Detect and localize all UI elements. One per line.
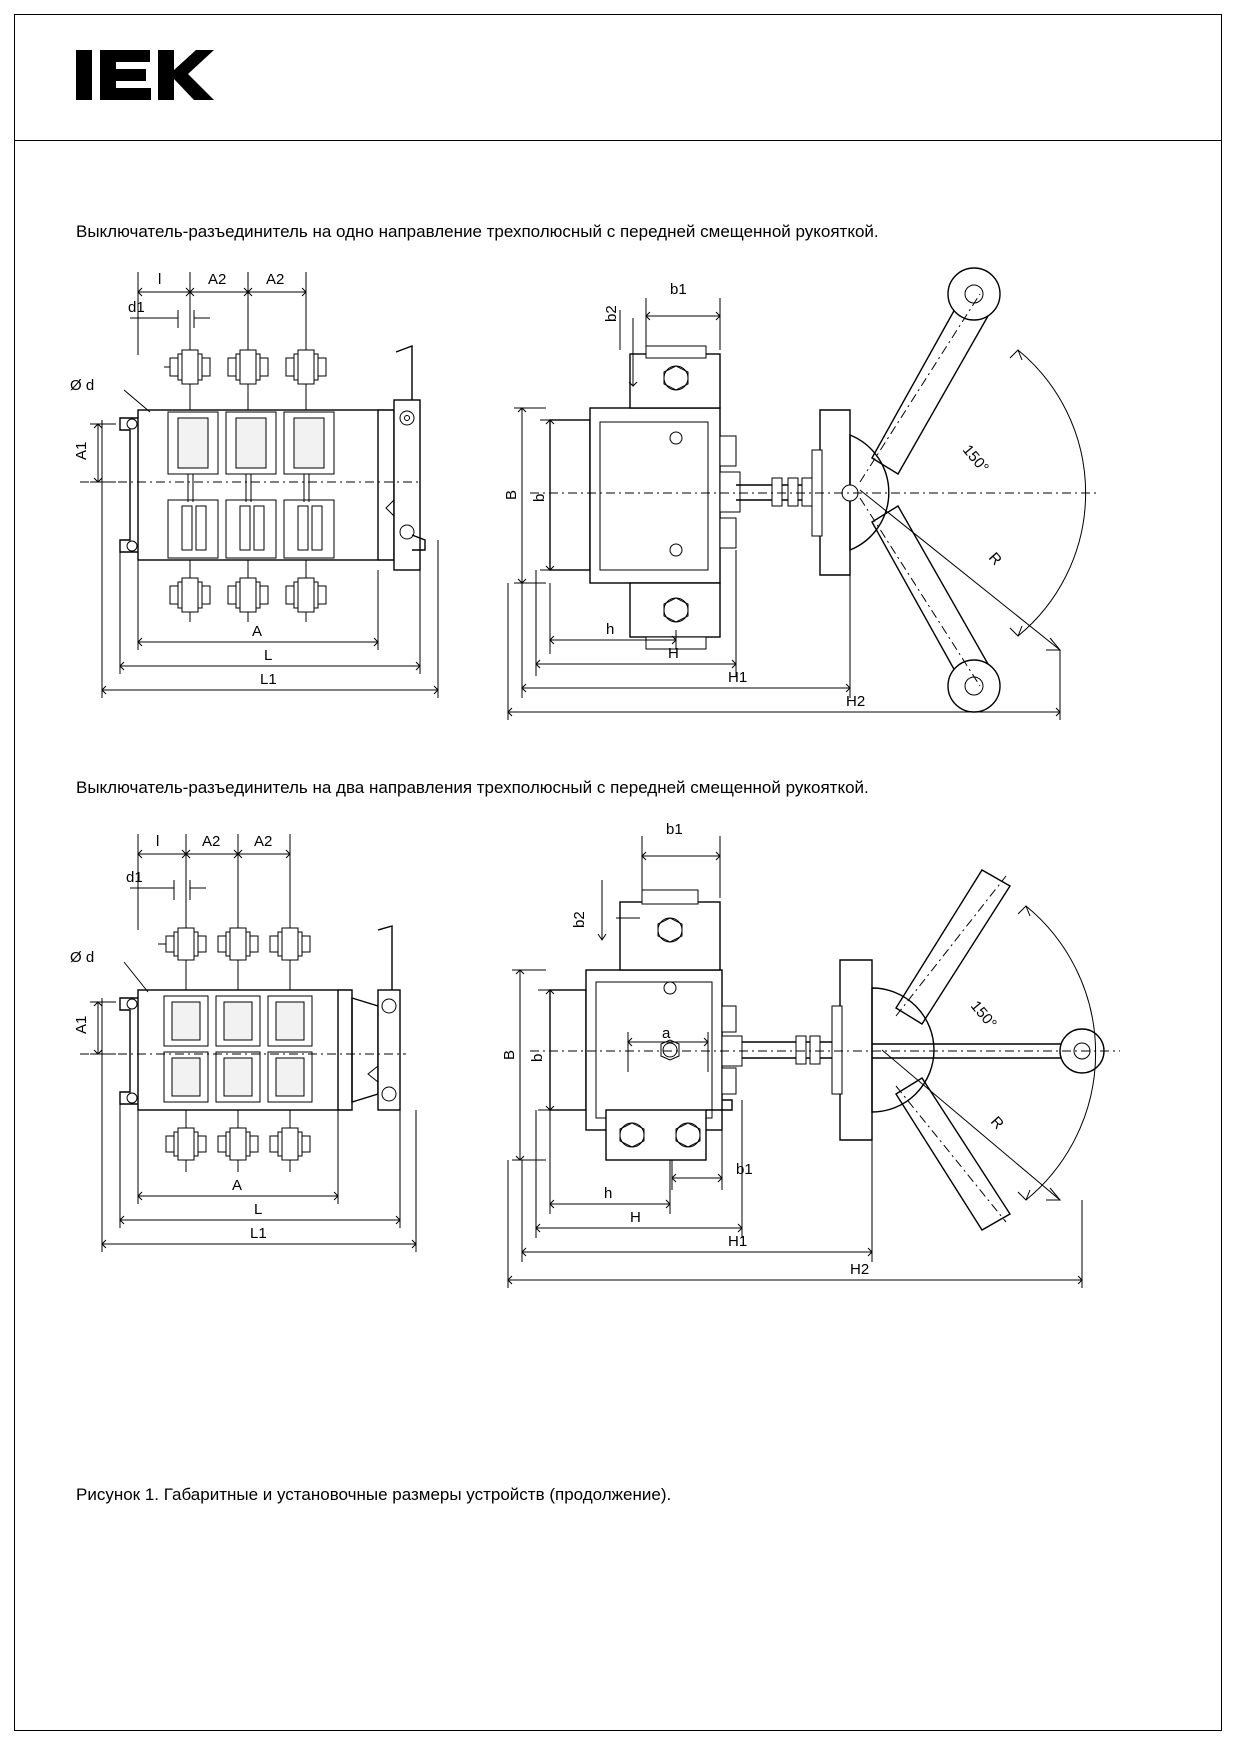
label-a2-right: A2	[254, 833, 273, 850]
figure1-drawing	[60, 250, 1180, 720]
label-h: H	[630, 1209, 641, 1226]
label-h2: H2	[846, 693, 866, 710]
label-l: l	[158, 271, 162, 288]
label-b-upper: B	[503, 489, 520, 500]
header-divider	[15, 140, 1221, 141]
label-a-inner: a	[662, 1025, 671, 1042]
figure-bottom-caption: Рисунок 1. Габаритные и установочные размеры устройств (продолжение).	[76, 1485, 672, 1504]
label-radius: R	[987, 1113, 1007, 1133]
label-h-small: h	[604, 1185, 613, 1202]
label-angle: 150°	[966, 997, 1000, 1033]
label-h1: H1	[728, 1233, 748, 1250]
iek-logo	[74, 44, 214, 106]
label-b1: b1	[670, 281, 687, 298]
label-a1: A1	[73, 441, 90, 460]
label-a2-left: A2	[202, 833, 221, 850]
label-d1: d1	[126, 869, 143, 886]
figure2-drawing	[60, 810, 1180, 1300]
label-radius: R	[985, 549, 1005, 569]
label-b-lower: b	[529, 1053, 546, 1062]
label-l1: L1	[250, 1225, 267, 1242]
label-b1-top: b1	[666, 821, 683, 838]
label-l-total: L	[264, 647, 273, 664]
figure2-caption: Выключатель-разъединитель на два направления трехполюсный с передней смещенной рукояткой.	[76, 778, 869, 797]
label-h-small: h	[606, 621, 615, 638]
label-angle: 150°	[958, 441, 992, 477]
label-a2-left: A2	[208, 271, 227, 288]
label-h2: H2	[850, 1261, 870, 1278]
label-d1: d1	[128, 299, 145, 316]
label-b-lower: b	[531, 493, 548, 502]
label-d-hole: Ø d	[70, 949, 95, 966]
label-b1-bottom: b1	[736, 1161, 753, 1178]
fig1-front-view	[120, 345, 425, 622]
label-a2-right: A2	[266, 271, 285, 288]
label-a: A	[252, 623, 263, 640]
label-l: l	[156, 833, 160, 850]
label-d-hole: Ø d	[70, 377, 95, 394]
label-a: A	[232, 1177, 243, 1194]
label-b-upper: B	[501, 1049, 518, 1060]
label-h1: H1	[728, 669, 748, 686]
label-h: H	[668, 645, 679, 662]
fig2-side-view	[530, 870, 1120, 1230]
figure1-caption: Выключатель-разъединитель на одно направление трехполюсный с передней смещенной рукояткой.	[76, 222, 879, 241]
label-b2: b2	[571, 911, 588, 928]
label-l-total: L	[254, 1201, 263, 1218]
label-l1: L1	[260, 671, 277, 688]
label-b2: b2	[603, 305, 620, 322]
label-a1: A1	[73, 1015, 90, 1034]
fig2-front-view	[120, 920, 400, 1172]
fig1-side-view	[530, 268, 1100, 712]
